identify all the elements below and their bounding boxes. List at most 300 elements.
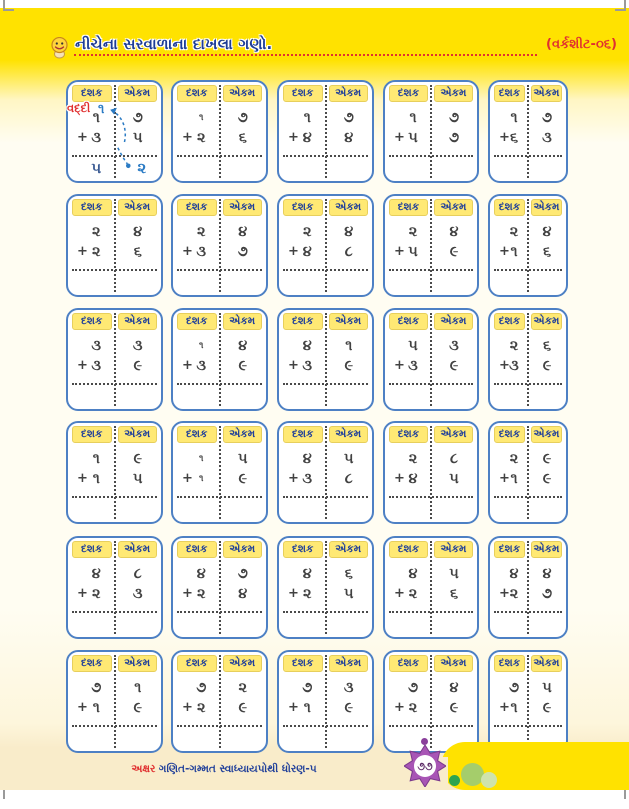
top-tens-digit: ૧ [409, 110, 417, 126]
bottom-tens-digit: ૧ [510, 244, 518, 260]
answer-separator-line [72, 269, 157, 271]
card-body [279, 104, 372, 181]
plus-sign: + [182, 130, 193, 145]
bottom-tens-digit: ૨ [196, 586, 206, 602]
worksheet-card [488, 421, 568, 524]
bottom-ones-digit: ૭ [448, 130, 460, 146]
answer-area[interactable] [176, 614, 263, 634]
ones-header-cell: એકમ [329, 199, 369, 216]
bottom-tens-digit: ૨ [302, 586, 312, 602]
top-tens-digit: ૪ [302, 451, 312, 467]
answer-separator-line [177, 269, 262, 271]
top-ones-digit: ૭ [343, 110, 354, 126]
top-ones-digit: ૩ [132, 338, 143, 354]
tens-header-cell: દશક [389, 426, 428, 443]
top-tens-digit: ૨ [509, 224, 519, 240]
bottom-tens-digit: ૫ [408, 244, 418, 260]
card-header-row [385, 310, 477, 332]
card-header-row [68, 196, 161, 218]
answer-area[interactable] [493, 386, 563, 406]
plus-sign: + [288, 586, 299, 601]
answer-area[interactable] [493, 728, 563, 748]
tens-header-cell: દશક [283, 426, 323, 443]
bottom-tens-digit: ૧ [92, 471, 100, 487]
top-tens-digit: ૧ [199, 341, 204, 351]
tens-header-cell: દશક [494, 199, 525, 216]
answer-separator-line [177, 383, 262, 385]
plus-sign: + [182, 358, 193, 373]
answer-area[interactable] [493, 272, 563, 292]
plus-sign: + [77, 700, 88, 715]
answer-separator-line [389, 383, 473, 385]
tens-header-cell: દશક [177, 85, 217, 102]
worksheet-card [66, 194, 163, 297]
tens-header-cell: દશક [389, 199, 428, 216]
bottom-tens-digit: ૪ [408, 471, 418, 487]
top-ones-digit: ૪ [542, 566, 552, 582]
card-body [68, 332, 161, 409]
carry-label: વદ્દી [67, 101, 91, 115]
plus-sign: + [394, 700, 405, 715]
answer-separator-line [494, 155, 562, 157]
tens-header-cell: દશક [177, 199, 217, 216]
answer-separator-line [389, 611, 473, 613]
plus-sign: + [182, 700, 193, 715]
crop-mark [615, 0, 626, 11]
answer-separator-line [177, 611, 262, 613]
card-header-row [173, 310, 266, 332]
tens-header-cell: દશક [283, 85, 323, 102]
bottom-tens-digit: ૩ [302, 358, 313, 374]
worksheet-card [66, 650, 163, 753]
plus-sign: + [288, 471, 299, 486]
plus-sign: + [288, 700, 299, 715]
top-tens-digit: ૨ [302, 224, 312, 240]
ones-header-cell: એકમ [118, 199, 158, 216]
plus-sign: + [77, 586, 88, 601]
bottom-tens-digit: ૨ [509, 586, 519, 602]
card-header-row [279, 82, 372, 104]
card-header-row [68, 423, 161, 445]
bottom-tens-digit: ૩ [91, 130, 102, 146]
answer-separator-line [283, 725, 368, 727]
card-header-row [279, 196, 372, 218]
bottom-ones-digit: ૯ [449, 244, 459, 260]
card-header-row [68, 652, 161, 674]
tens-header-cell: દશક [494, 655, 525, 672]
bottom-ones-digit: ૯ [542, 471, 552, 487]
card-header-row [490, 310, 566, 332]
card-body [490, 445, 566, 522]
top-ones-digit: ૨ [238, 680, 247, 696]
card-header-row [385, 423, 477, 445]
ones-header-cell: એકમ [434, 199, 473, 216]
bottom-tens-digit: ૨ [408, 586, 418, 602]
top-tens-digit: ૨ [509, 451, 519, 467]
plus-sign: + [288, 358, 299, 373]
tens-header-cell: દશક [283, 655, 323, 672]
top-ones-digit: ૭ [237, 110, 248, 126]
top-tens-digit: ૪ [302, 566, 312, 582]
card-body [68, 674, 161, 751]
bottom-tens-digit: ૧ [510, 471, 518, 487]
answer-separator-line [72, 383, 157, 385]
tens-header-cell: દશક [389, 313, 428, 330]
top-ones-digit: ૫ [237, 451, 248, 467]
bottom-ones-digit: ૫ [449, 471, 459, 487]
top-ones-digit: ૯ [133, 451, 143, 467]
card-header-row [68, 538, 161, 560]
bottom-tens-digit: ૨ [408, 700, 418, 716]
worksheet-card [383, 421, 479, 524]
plus-sign: + [499, 586, 510, 601]
worksheet-card [277, 650, 374, 753]
bottom-tens-digit: ૧ [510, 700, 518, 716]
plus-sign: + [77, 358, 88, 373]
footer-series-prefix: અક્ષર [131, 763, 156, 775]
tens-header-cell: દશક [72, 85, 112, 102]
crop-mark [3, 0, 14, 11]
top-ones-digit: ૫ [449, 566, 459, 582]
top-ones-digit: ૭ [237, 566, 248, 582]
card-body [490, 218, 566, 295]
worksheet-number-label: (વર્કશીટ-૦૬) [546, 37, 617, 52]
top-tens-digit: ૭ [196, 680, 207, 696]
top-tens-digit: ૨ [408, 451, 418, 467]
ones-header-cell: એકમ [434, 541, 473, 558]
bottom-tens-digit: ૨ [91, 586, 101, 602]
answer-area[interactable] [388, 386, 474, 406]
star-top-dot [421, 738, 428, 745]
bottom-tens-digit: ૨ [196, 700, 206, 716]
answer-separator-line [494, 383, 562, 385]
answer-area[interactable] [71, 499, 158, 519]
tens-header-cell: દશક [72, 313, 112, 330]
card-header-row [279, 538, 372, 560]
top-ones-digit: ૧ [134, 680, 142, 696]
plus-sign: + [77, 244, 88, 259]
answer-area[interactable] [282, 614, 369, 634]
tens-header-cell: દશક [72, 541, 112, 558]
ones-header-cell: એકમ [531, 426, 562, 443]
tens-header-cell: દશક [177, 655, 217, 672]
answer-separator-line [283, 155, 368, 157]
card-header-row [173, 196, 266, 218]
plus-sign: + [288, 130, 299, 145]
top-tens-digit: ૭ [302, 680, 313, 696]
worksheet-card [383, 650, 479, 753]
tens-header-cell: દશક [494, 85, 525, 102]
top-tens-digit: ૭ [407, 680, 419, 696]
worksheet-card [66, 80, 163, 183]
ones-header-cell: એકમ [223, 199, 263, 216]
answer-area[interactable] [388, 614, 474, 634]
ones-header-cell: એકમ [329, 313, 369, 330]
ones-header-cell: એકમ [531, 313, 562, 330]
ones-header-cell: એકમ [434, 655, 473, 672]
bottom-ones-digit: ૯ [133, 358, 143, 374]
smiley-icon [50, 37, 69, 59]
card-body [385, 104, 477, 181]
top-ones-digit: ૧ [345, 338, 353, 354]
answer-separator-line [494, 269, 562, 271]
plus-sign: + [499, 471, 510, 486]
top-ones-digit: ૩ [343, 680, 354, 696]
ones-header-cell: એકમ [434, 426, 473, 443]
tens-header-cell: દશક [389, 541, 428, 558]
top-ones-digit: ૬ [344, 566, 353, 582]
answer-separator-line [389, 725, 473, 727]
tens-header-cell: દશક [389, 85, 428, 102]
plus-sign: + [499, 700, 510, 715]
answer-area[interactable] [71, 728, 158, 748]
ones-header-cell: એકમ [531, 541, 562, 558]
answer-area[interactable] [71, 614, 158, 634]
top-ones-digit: ૪ [449, 224, 459, 240]
card-body [279, 332, 372, 409]
ones-header-cell: એકમ [223, 85, 263, 102]
top-ones-digit: ૮ [133, 566, 142, 582]
top-tens-digit: ૪ [509, 566, 519, 582]
example-answer-ones: ૨ [137, 159, 147, 177]
tens-header-cell: દશક [494, 313, 525, 330]
answer-separator-line [283, 269, 368, 271]
card-header-row [279, 310, 372, 332]
tens-header-cell: દશક [283, 313, 323, 330]
bottom-ones-digit: ૮ [344, 471, 353, 487]
top-tens-digit: ૧ [199, 454, 204, 464]
answer-separator-line [72, 155, 157, 157]
bottom-ones-digit: ૫ [132, 130, 143, 146]
title-bar [50, 35, 617, 63]
bottom-tens-digit: ૩ [196, 244, 207, 260]
plus-sign: + [499, 244, 510, 259]
plus-sign: + [394, 471, 405, 486]
worksheet-card [383, 194, 479, 297]
top-tens-digit: ૧ [510, 110, 518, 126]
answer-separator-line [177, 725, 262, 727]
bottom-ones-digit: ૬ [449, 586, 459, 602]
top-ones-digit: ૪ [133, 224, 143, 240]
card-header-row [173, 423, 266, 445]
answer-area[interactable] [388, 499, 474, 519]
card-header-row [173, 652, 266, 674]
footer-band [0, 757, 448, 790]
card-body [279, 218, 372, 295]
bottom-ones-digit: ૯ [542, 358, 552, 374]
worksheet-card [171, 194, 268, 297]
bottom-ones-digit: ૯ [542, 700, 552, 716]
card-body [68, 445, 161, 522]
plus-sign: + [182, 586, 193, 601]
answer-area[interactable] [282, 499, 369, 519]
plus-sign: + [499, 358, 510, 373]
top-tens-digit: ૫ [408, 338, 418, 354]
card-body [173, 104, 266, 181]
top-ones-digit: ૫ [343, 451, 354, 467]
bottom-ones-digit: ૯ [133, 700, 143, 716]
tens-header-cell: દશક [177, 313, 217, 330]
top-ones-digit: ૪ [542, 224, 552, 240]
top-ones-digit: ૫ [542, 680, 552, 696]
worksheet-card [277, 308, 374, 411]
bottom-tens-digit: ૩ [196, 358, 207, 374]
top-tens-digit: ૪ [302, 338, 312, 354]
ones-header-cell: એકમ [329, 541, 369, 558]
top-ones-digit: ૭ [132, 110, 143, 126]
card-body [68, 218, 161, 295]
green-dot-decoration [481, 772, 497, 788]
ones-header-cell: એકમ [531, 85, 562, 102]
tens-header-cell: દશક [494, 541, 525, 558]
answer-separator-line [494, 611, 562, 613]
top-ones-digit: ૮ [450, 451, 458, 467]
bottom-tens-digit: ૩ [509, 358, 519, 374]
card-body [173, 332, 266, 409]
worksheet-card [383, 308, 479, 411]
bottom-tens-digit: ૬ [509, 130, 519, 146]
ones-header-cell: એકમ [531, 655, 562, 672]
answer-area[interactable] [282, 386, 369, 406]
worksheet-card [66, 421, 163, 524]
ones-header-cell: એકમ [531, 199, 562, 216]
ones-header-cell: એકમ [223, 655, 263, 672]
card-body [67, 101, 161, 181]
top-tens-digit: ૨ [509, 338, 519, 354]
ones-header-cell: એકમ [329, 426, 369, 443]
page-title: નીચેના સરવાળાના દાખલા ગણો. [75, 35, 273, 53]
card-header-row [279, 423, 372, 445]
card-body [173, 218, 266, 295]
bottom-ones-digit: ૭ [237, 244, 248, 260]
bottom-ones-digit: ૮ [344, 244, 353, 260]
answer-separator-line [283, 383, 368, 385]
top-tens-digit: ૭ [91, 680, 102, 696]
tens-header-cell: દશક [177, 541, 217, 558]
card-body [279, 560, 372, 637]
card-header-row [385, 196, 477, 218]
tens-header-cell: દશક [72, 426, 112, 443]
answer-separator-line [72, 496, 157, 498]
worksheet-card [66, 308, 163, 411]
worksheet-card [488, 536, 568, 639]
worksheet-card [171, 80, 268, 183]
tens-header-cell: દશક [283, 199, 323, 216]
plus-sign: + [288, 244, 299, 259]
answer-area[interactable] [176, 499, 263, 519]
card-header-row [385, 82, 477, 104]
bottom-tens-digit: ૧ [92, 700, 100, 716]
plus-sign: + [77, 130, 88, 145]
bottom-tens-digit: ૪ [302, 244, 312, 260]
card-header-row [490, 196, 566, 218]
answer-area[interactable] [493, 158, 563, 178]
plus-sign: + [77, 471, 88, 486]
answer-area[interactable] [388, 158, 474, 178]
bottom-ones-digit: ૭ [541, 586, 553, 602]
plus-sign: + [499, 130, 510, 145]
card-body [68, 560, 161, 637]
bottom-ones-digit: ૯ [344, 358, 354, 374]
top-ones-digit: ૭ [541, 110, 553, 126]
card-body [385, 218, 477, 295]
answer-separator-line [72, 725, 157, 727]
top-tens-digit: ૪ [408, 566, 418, 582]
card-body [279, 674, 372, 751]
answer-separator-line [494, 725, 562, 727]
answer-area[interactable] [176, 158, 263, 178]
top-tens-digit: ૧ [199, 113, 204, 123]
top-tens-digit: ૩ [91, 338, 102, 354]
answer-area[interactable] [282, 728, 369, 748]
bottom-ones-digit: ૬ [542, 244, 552, 260]
bottom-ones-digit: ૩ [542, 130, 552, 146]
bottom-tens-digit: ૩ [302, 471, 313, 487]
answer-area[interactable] [388, 272, 474, 292]
answer-separator-line [389, 155, 473, 157]
top-tens-digit: ૨ [408, 224, 418, 240]
answer-area[interactable] [71, 386, 158, 406]
bottom-ones-digit: ૪ [344, 130, 354, 146]
answer-separator-line [283, 496, 368, 498]
answer-area[interactable] [176, 272, 263, 292]
worksheet-card [277, 421, 374, 524]
dotted-underline [74, 54, 537, 56]
card-header-row [173, 82, 266, 104]
bottom-tens-digit: ૧ [303, 700, 311, 716]
ones-header-cell: એકમ [118, 313, 158, 330]
card-body [279, 445, 372, 522]
answer-area[interactable] [176, 386, 263, 406]
bottom-ones-digit: ૯ [238, 700, 248, 716]
worksheet-card [277, 194, 374, 297]
worksheet-card [277, 536, 374, 639]
answer-separator-line [177, 496, 262, 498]
green-dot-decoration [449, 775, 460, 786]
worksheet-card [383, 536, 479, 639]
bottom-ones-digit: ૫ [132, 471, 143, 487]
tens-header-cell: દશક [72, 655, 112, 672]
bottom-tens-digit: ૩ [408, 358, 418, 374]
answer-area[interactable] [282, 272, 369, 292]
ones-header-cell: એકમ [118, 426, 158, 443]
ones-header-cell: એકમ [118, 655, 158, 672]
worksheet-card [488, 194, 568, 297]
bottom-ones-digit: ૯ [238, 471, 248, 487]
top-ones-digit: ૩ [449, 338, 459, 354]
plus-sign: + [182, 471, 193, 486]
answer-area[interactable] [282, 158, 369, 178]
card-header-row [385, 538, 477, 560]
answer-separator-line [389, 269, 473, 271]
card-header-row [279, 652, 372, 674]
bottom-ones-digit: ૬ [238, 130, 247, 146]
bottom-ones-digit: ૯ [344, 700, 354, 716]
answer-area[interactable] [176, 728, 263, 748]
card-body [490, 560, 566, 637]
worksheet-card [171, 536, 268, 639]
bottom-ones-digit: ૯ [449, 700, 459, 716]
answer-area[interactable] [493, 614, 563, 634]
card-body [385, 445, 477, 522]
card-header-row [490, 423, 566, 445]
answer-area[interactable] [71, 272, 158, 292]
answer-separator-line [177, 155, 262, 157]
answer-area[interactable] [493, 499, 563, 519]
worksheet-card [171, 650, 268, 753]
ones-header-cell: એકમ [223, 426, 263, 443]
top-ones-digit: ૪ [238, 338, 248, 354]
